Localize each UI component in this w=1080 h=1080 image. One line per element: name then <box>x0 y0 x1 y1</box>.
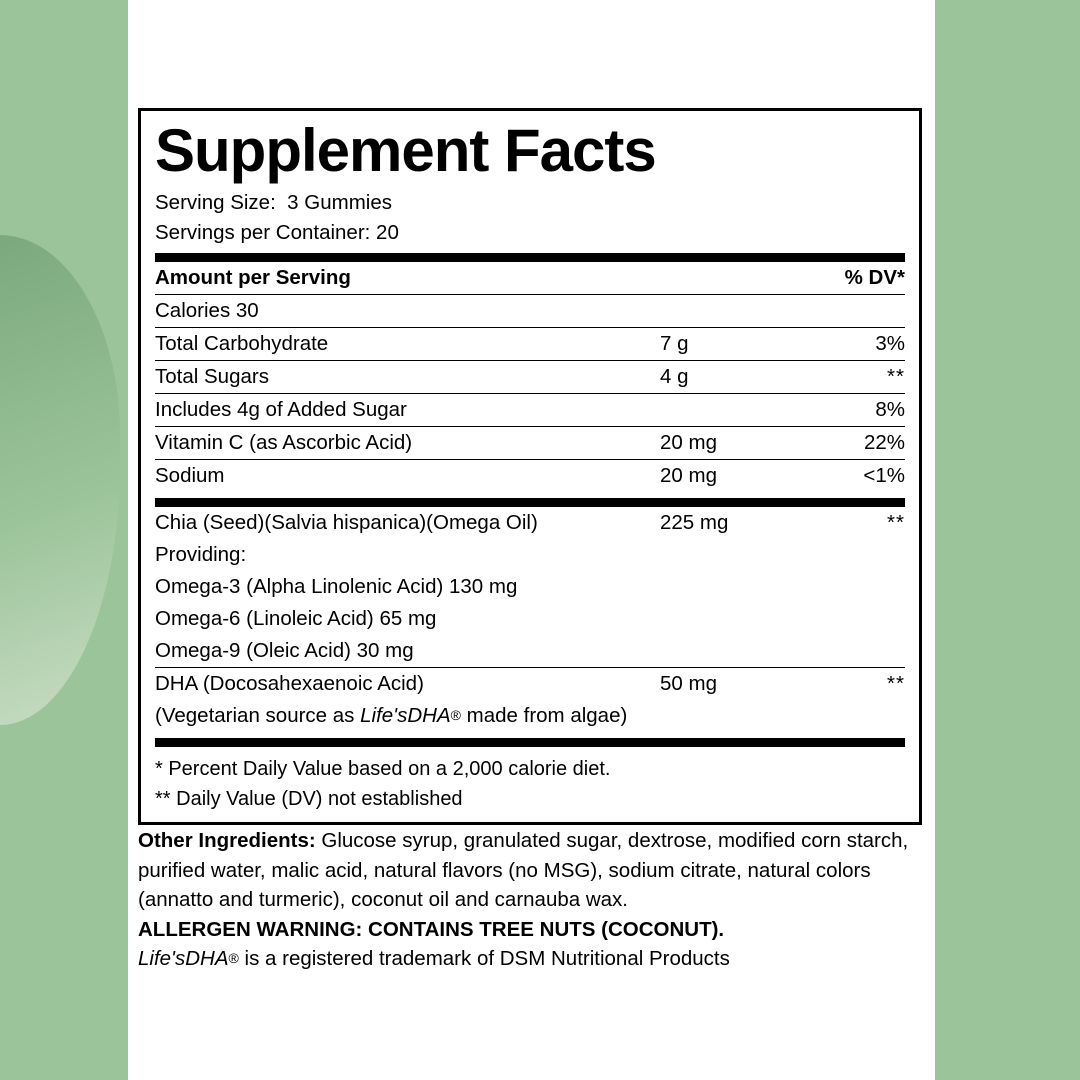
dha-note-prefix: (Vegetarian source as <box>155 704 361 728</box>
table-row <box>155 571 905 603</box>
row-dv: 3% <box>810 328 905 361</box>
row-dv <box>810 571 905 603</box>
registered-mark-icon: ® <box>228 950 239 967</box>
row-label: Omega-9 (Oleic Acid) 30 mg <box>155 635 660 668</box>
table-row <box>155 539 905 571</box>
table-row <box>155 394 905 427</box>
row-label: Total Carbohydrate <box>155 328 660 361</box>
row-amount: 4 g <box>660 361 810 394</box>
row-label: Omega-6 (Linoleic Acid) 65 mg <box>155 607 437 631</box>
row-label: Calories 30 <box>155 295 660 328</box>
divider-thick-bottom <box>155 738 905 747</box>
row-amount: 225 mg <box>660 511 729 535</box>
servings-per-container-label: Servings per Container: 20 <box>155 220 399 244</box>
other-ingredients-paragraph <box>138 826 938 915</box>
row-label: Vitamin C (as Ascorbic Acid) <box>155 427 660 460</box>
table-header-row <box>155 262 905 295</box>
row-amount <box>660 394 810 427</box>
row-dv: <1% <box>863 464 905 488</box>
row-amount: 7 g <box>660 328 810 361</box>
table-row <box>155 328 905 361</box>
row-amount <box>660 539 810 571</box>
row-label: Total Sugars <box>155 361 660 394</box>
right-green-band <box>935 0 1080 1080</box>
header-percent-dv: % DV* <box>810 262 905 295</box>
row-dv: 8% <box>810 394 905 427</box>
omega-blend-table <box>155 507 905 732</box>
supplement-facts-panel <box>138 108 922 825</box>
row-dv: ** <box>810 361 905 394</box>
other-ingredients-block <box>138 826 938 974</box>
row-dv: ** <box>887 672 905 696</box>
table-row <box>155 603 905 635</box>
trademark-text: is a registered trademark of DSM Nutritional Products <box>238 947 730 971</box>
registered-mark-icon: ® <box>450 707 461 724</box>
row-dv: 22% <box>810 427 905 460</box>
other-ingredients-label: Other Ingredients: <box>138 829 316 852</box>
row-label: Providing: <box>155 543 247 567</box>
row-dv <box>810 539 905 571</box>
nutrition-table <box>155 262 905 492</box>
row-label: Omega-3 (Alpha Linolenic Acid) 130 mg <box>155 575 518 599</box>
trademark-notice <box>138 944 938 974</box>
table-row <box>155 427 905 460</box>
row-label: Includes 4g of Added Sugar <box>155 394 660 427</box>
row-dv <box>810 295 905 328</box>
table-row <box>155 460 905 493</box>
footnote-dv-not-established: ** Daily Value (DV) not established <box>155 788 463 811</box>
table-row <box>155 295 905 328</box>
row-dv <box>810 635 905 668</box>
table-row <box>155 668 905 701</box>
other-ingredients-text: Glucose syrup, granulated sugar, dextrose, modified corn starch, purified water, malic acid, natural flavors (no MSG), sodium citrate, natural colors (annatto and turmeric), coconut oil and carnauba wax. <box>138 829 909 912</box>
dha-source-note <box>155 700 905 732</box>
table-row <box>155 507 905 539</box>
page-title: Supplement Facts <box>155 117 656 184</box>
allergen-warning: ALLERGEN WARNING: CONTAINS TREE NUTS (COCONUT). <box>138 917 725 941</box>
row-dv: ** <box>887 511 905 535</box>
dha-note-suffix: made from algae) <box>460 704 628 728</box>
row-amount: 20 mg <box>660 427 810 460</box>
header-amount-per-serving: Amount per Serving <box>155 262 660 295</box>
row-amount <box>660 295 810 328</box>
row-amount <box>660 571 810 603</box>
dha-note-row <box>155 700 905 732</box>
dha-note-trademark: Life'sDHA <box>360 704 451 728</box>
row-amount <box>660 603 810 635</box>
row-amount: 20 mg <box>660 464 717 488</box>
table-row <box>155 361 905 394</box>
divider-thick-top <box>155 253 905 262</box>
row-label: DHA (Docosahexaenoic Acid) <box>155 672 424 696</box>
serving-size-label: Serving Size: 3 Gummies <box>155 191 392 214</box>
row-amount: 50 mg <box>660 672 717 696</box>
footnote-daily-value: * Percent Daily Value based on a 2,000 calorie diet. <box>155 758 611 781</box>
header-spacer <box>660 262 810 295</box>
row-label: Sodium <box>155 464 225 488</box>
row-label: Chia (Seed)(Salvia hispanica)(Omega Oil) <box>155 511 538 535</box>
divider-thick-middle <box>155 498 905 507</box>
row-dv <box>810 603 905 635</box>
trademark-name: Life'sDHA <box>138 947 229 971</box>
row-amount <box>660 635 810 668</box>
table-row <box>155 635 905 668</box>
